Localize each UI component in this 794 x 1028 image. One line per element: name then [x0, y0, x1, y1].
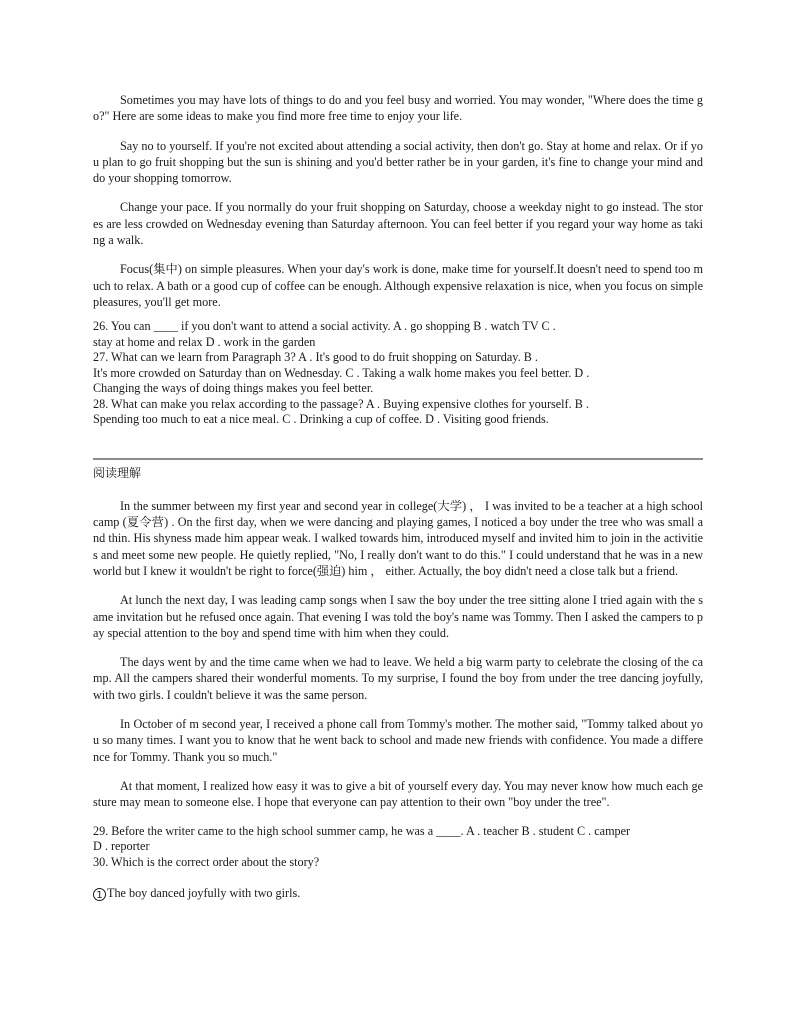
paragraph: The days went by and the time came when we had to leave. We held a big warm party to celebrate the closing of the camp. All the campers shared their wonderful moments. To my surprise, I found the boy from under the tree dancing joyfully, with two girls. I couldn't believe it was the same person. [93, 655, 703, 702]
passage-2 [93, 498, 703, 902]
paragraph: Say no to yourself. If you're not excited about attending a social activity, then don't go. Stay at home and relax. Or if you plan to go fruit shopping but the sun is shining and you'd better rather be in your garden, it's fine to change your mind and do your shopping tomorrow. [93, 138, 703, 186]
passage-1 [93, 92, 703, 428]
question-line: D . reporter [93, 839, 150, 854]
paragraph: In the summer between my first year and second year in college(大学) ， I was invited to be a teacher at a high school camp (夏令营) . On the first day, when we were dancing and playing games, I noticed a boy under the tree who was small and thin. His shyness made him appear weak. I walked towards him, introduced myself and invited him to join in the activities and meet some new people. He quietly replied, "No, I really don't want to do this." I could understand that he was in a new world but I knew it wouldn't be right to force(强迫) him ， either. Actually, the boy didn't need a close talk but a friend. [93, 498, 703, 578]
question-line: 30. Which is the correct order about the story? [93, 854, 320, 869]
paragraph: Sometimes you may have lots of things to do and you feel busy and worried. You may wonder, "Where does the time go?" Here are some ideas to make you find more free time to enjoy your life. [93, 93, 703, 124]
question-line: 27. What can we learn from Paragraph 3? A . It's good to do fruit shopping on Saturday. B . [93, 350, 538, 365]
question-29 [93, 824, 703, 855]
order-option [93, 886, 703, 902]
paragraph: In October of m second year, I received a phone call from Tommy's mother. The mother said, "Tommy talked about you so many times. I want you to know that he went back to school and made new friends with confidence. You made a difference for Tommy. Thank you so much." [93, 717, 703, 764]
question-line: stay at home and relax D . work in the garden [93, 334, 316, 349]
document-page [93, 92, 703, 902]
question-line: It's more crowded on Saturday than on Wednesday. C . Taking a walk home makes you feel better. D . [93, 365, 590, 380]
paragraph: At that moment, I realized how easy it was to give a bit of yourself every day. You may never know how much each gesture may mean to someone else. I hope that everyone can pay attention to their own "boy under the tree". [93, 778, 703, 810]
question-26 [93, 319, 703, 350]
section-title: 阅读理解 [93, 465, 142, 480]
option-text: The boy danced joyfully with two girls. [107, 886, 301, 901]
question-line: Spending too much to eat a nice meal. C . Drinking a cup of coffee. D . Visiting good friends. [93, 412, 549, 427]
question-line: 29. Before the writer came to the high school summer camp, he was a ____. A . teacher B . student C . camper [93, 823, 631, 838]
section-divider [93, 458, 703, 460]
paragraph: At lunch the next day, I was leading camp songs when I saw the boy under the tree sitting alone I tried again with the same invitation but he refused once again. That evening I was told the boy's name was Tommy. Then I asked the campers to pay special attention to the boy and spend time with him when they could. [93, 593, 703, 640]
paragraph: Change your pace. If you normally do your fruit shopping on Saturday, choose a weekday night to go instead. The stores are less crowded on Wednesday evening than Saturday afternoon. You can feel better if you regard your way home as taking a walk. [93, 200, 703, 248]
paragraph: Focus(集中) on simple pleasures. When your day's work is done, make time for yourself.It doesn't need to spend too much to relax. A bath or a good cup of coffee can be enough. Although expensive relaxation is nice, when you focus on simple pleasures, you'll get more. [93, 262, 703, 309]
question-30 [93, 855, 703, 871]
circled-number-marker: 1 [93, 888, 106, 901]
question-27 [93, 350, 703, 397]
question-line: 26. You can ____ if you don't want to attend a social activity. A . go shopping B . watch TV C . [93, 319, 556, 334]
question-line: Changing the ways of doing things makes you feel better. [93, 381, 374, 396]
question-line: 28. What can make you relax according to the passage? A . Buying expensive clothes for yourself. B . [93, 396, 589, 411]
question-28 [93, 397, 703, 428]
